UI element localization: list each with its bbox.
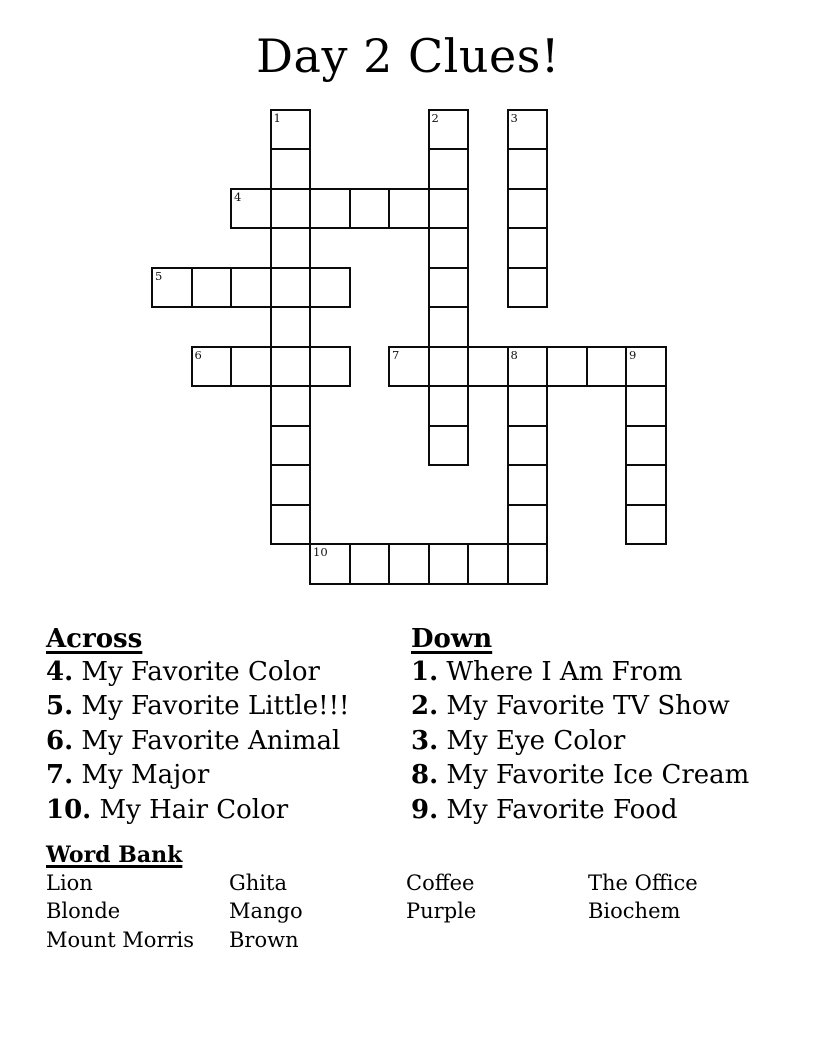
down-clues xyxy=(411,624,781,827)
crossword-cell[interactable] xyxy=(270,464,312,506)
word-bank-heading: Word Bank xyxy=(46,842,183,868)
crossword-cell[interactable] xyxy=(230,188,272,230)
crossword-cell[interactable] xyxy=(428,306,470,348)
crossword-cell[interactable] xyxy=(428,148,470,190)
crossword-cell[interactable] xyxy=(507,267,549,309)
clue-text: My Favorite Food xyxy=(438,794,678,825)
crossword-cell[interactable] xyxy=(309,188,351,230)
crossword-cell[interactable] xyxy=(270,346,312,388)
crossword-cell[interactable] xyxy=(507,188,549,230)
cell-number: 2 xyxy=(431,110,439,125)
clue-item xyxy=(46,689,416,723)
cell-number: 8 xyxy=(510,347,518,362)
crossword-cell[interactable] xyxy=(625,504,667,546)
across-clue-items xyxy=(46,655,416,827)
clue-number: 3. xyxy=(411,725,439,756)
crossword-cell[interactable] xyxy=(309,346,351,388)
clue-number: 9. xyxy=(411,794,439,825)
crossword-cell[interactable] xyxy=(388,346,430,388)
crossword-cell[interactable] xyxy=(428,346,470,388)
cell-number: 9 xyxy=(629,347,637,362)
word-bank-item: Purple xyxy=(406,899,477,924)
crossword-cell[interactable] xyxy=(270,227,312,269)
crossword-cell[interactable] xyxy=(507,425,549,467)
crossword-cell[interactable] xyxy=(191,267,233,309)
word-bank-item: Mango xyxy=(229,899,303,924)
crossword-cell[interactable] xyxy=(270,385,312,427)
clue-number: 7. xyxy=(46,760,74,791)
clue-number: 6. xyxy=(46,725,74,756)
word-bank-column xyxy=(46,869,194,954)
clue-number: 4. xyxy=(46,657,74,687)
crossword-cell[interactable] xyxy=(428,188,470,230)
word-bank-item: Lion xyxy=(46,871,93,895)
crossword-cell[interactable] xyxy=(625,385,667,427)
crossword-cell[interactable] xyxy=(467,346,509,388)
crossword-cell[interactable] xyxy=(467,543,509,585)
clue-text: My Favorite TV Show xyxy=(438,691,730,722)
cell-number: 10 xyxy=(313,545,328,559)
clue-item xyxy=(46,793,416,827)
word-bank-item: Blonde xyxy=(46,899,121,924)
clue-text: My Favorite Color xyxy=(73,657,320,687)
down-heading: Down xyxy=(411,624,493,654)
clue-text: My Favorite Little!!! xyxy=(73,691,350,722)
clue-text: Where I Am From xyxy=(438,657,683,687)
crossword-cell[interactable] xyxy=(625,464,667,506)
crossword-cell[interactable] xyxy=(309,543,351,585)
clue-item xyxy=(411,689,781,723)
across-clues xyxy=(46,624,416,827)
clue-text: My Favorite Ice Cream xyxy=(438,760,750,791)
crossword-cell[interactable] xyxy=(507,385,549,427)
down-clue-items xyxy=(411,655,781,827)
cell-number: 3 xyxy=(510,110,518,125)
crossword-cell[interactable] xyxy=(191,346,233,388)
crossword-cell[interactable] xyxy=(507,109,549,151)
crossword-cell[interactable] xyxy=(586,346,628,388)
crossword-cell[interactable] xyxy=(151,267,193,309)
crossword-cell[interactable] xyxy=(625,425,667,467)
crossword-cell[interactable] xyxy=(349,188,391,230)
crossword-cell[interactable] xyxy=(507,543,549,585)
cell-number: 4 xyxy=(234,189,242,204)
crossword-cell[interactable] xyxy=(428,385,470,427)
word-bank-column xyxy=(406,869,476,926)
crossword-cell[interactable] xyxy=(625,346,667,388)
clue-text: My Major xyxy=(73,760,210,791)
clue-number: 8. xyxy=(411,760,439,791)
clue-item xyxy=(411,793,781,827)
crossword-cell[interactable] xyxy=(230,346,272,388)
crossword-cell[interactable] xyxy=(507,464,549,506)
across-heading: Across xyxy=(46,624,143,654)
word-bank-column xyxy=(229,869,303,954)
crossword-cell[interactable] xyxy=(507,227,549,269)
clue-item xyxy=(46,758,416,792)
word-bank xyxy=(46,869,786,969)
word-bank-item: Biochem xyxy=(588,899,681,924)
crossword-cell[interactable] xyxy=(270,188,312,230)
crossword-cell[interactable] xyxy=(428,425,470,467)
crossword-cell[interactable] xyxy=(507,346,549,388)
crossword-cell[interactable] xyxy=(349,543,391,585)
clue-item xyxy=(411,655,781,689)
word-bank-item: Coffee xyxy=(406,871,475,895)
clue-item xyxy=(411,758,781,792)
crossword-cell[interactable] xyxy=(428,543,470,585)
crossword-cell[interactable] xyxy=(507,148,549,190)
crossword-cell[interactable] xyxy=(270,267,312,309)
crossword-cell[interactable] xyxy=(230,267,272,309)
word-bank-column xyxy=(588,869,698,926)
crossword-cell[interactable] xyxy=(507,504,549,546)
clue-text: My Favorite Animal xyxy=(73,725,341,756)
crossword-cell[interactable] xyxy=(270,148,312,190)
word-bank-item: The Office xyxy=(588,871,698,895)
crossword-cell[interactable] xyxy=(428,267,470,309)
clue-number: 1. xyxy=(411,657,439,687)
crossword-cell[interactable] xyxy=(309,267,351,309)
word-bank-item: Ghita xyxy=(229,871,287,895)
crossword-cell[interactable] xyxy=(270,306,312,348)
word-bank-item: Mount Morris xyxy=(46,927,195,952)
page-title: Day 2 Clues! xyxy=(256,29,560,83)
clue-item xyxy=(411,724,781,758)
crossword-cell[interactable] xyxy=(546,346,588,388)
crossword-cell[interactable] xyxy=(388,543,430,585)
crossword-cell[interactable] xyxy=(270,504,312,546)
clue-item xyxy=(46,724,416,758)
crossword-cell[interactable] xyxy=(428,227,470,269)
clue-text: My Eye Color xyxy=(438,725,626,756)
crossword-cell[interactable] xyxy=(270,109,312,151)
clue-number: 5. xyxy=(46,691,74,722)
clue-number: 2. xyxy=(411,691,439,722)
cell-number: 7 xyxy=(392,347,400,362)
cell-number: 5 xyxy=(155,268,163,283)
word-bank-item: Brown xyxy=(229,927,299,952)
crossword-cell[interactable] xyxy=(428,109,470,151)
clue-number: 10. xyxy=(46,794,92,825)
clue-item xyxy=(46,655,416,689)
crossword-cell[interactable] xyxy=(270,425,312,467)
crossword-cell[interactable] xyxy=(388,188,430,230)
cell-number: 6 xyxy=(194,347,202,362)
clue-text: My Hair Color xyxy=(91,794,289,825)
cell-number: 1 xyxy=(273,110,281,125)
